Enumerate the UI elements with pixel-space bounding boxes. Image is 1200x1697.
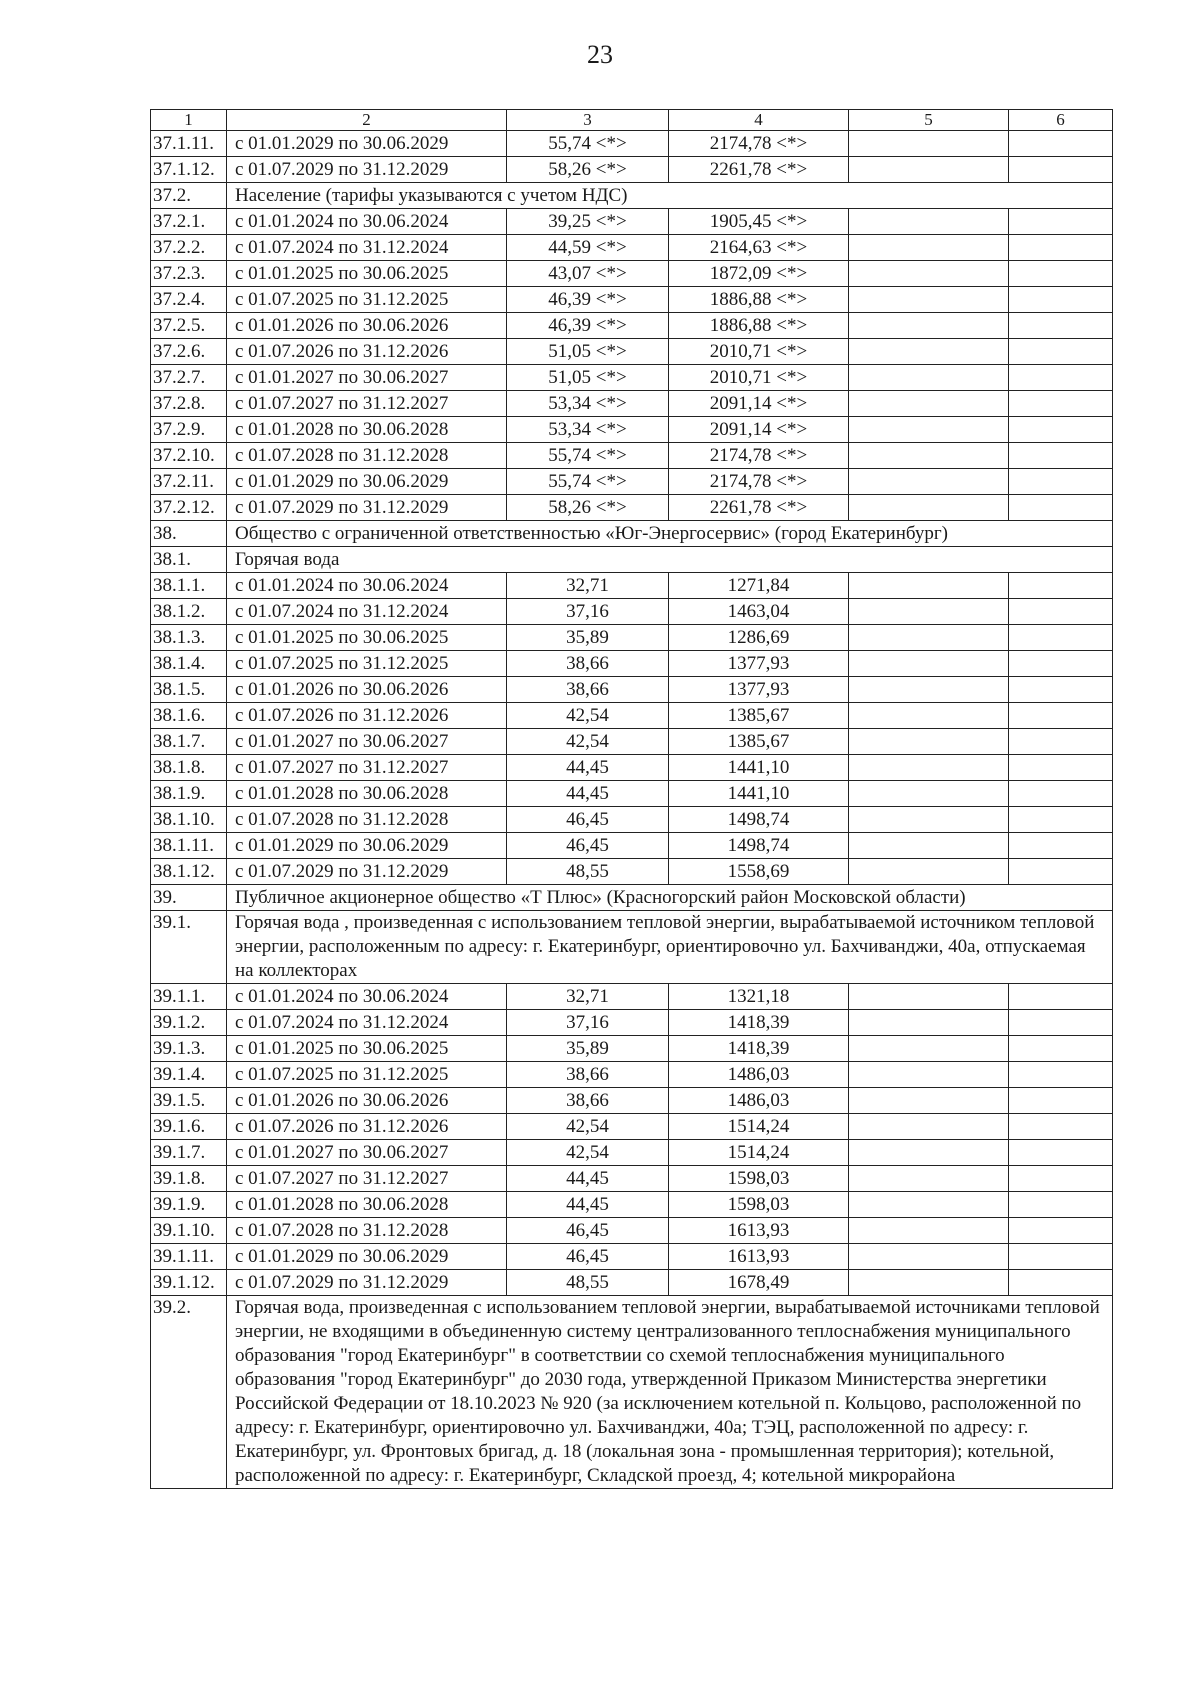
tariff-row [151, 391, 1113, 417]
rate-value-col4: 1463,04 [669, 599, 849, 625]
rate-value-col3: 44,45 [507, 1192, 669, 1218]
empty-cell-col5 [849, 131, 1009, 157]
tariff-row [151, 755, 1113, 781]
empty-cell-col5 [849, 1062, 1009, 1088]
tariff-row [151, 417, 1113, 443]
rate-value-col4: 1514,24 [669, 1140, 849, 1166]
rate-value-col3: 42,54 [507, 729, 669, 755]
empty-cell-col6 [1009, 1114, 1113, 1140]
empty-cell-col6 [1009, 859, 1113, 885]
empty-cell-col5 [849, 287, 1009, 313]
tariff-row [151, 1036, 1113, 1062]
rate-value-col3: 46,45 [507, 807, 669, 833]
row-number: 37.2.10. [151, 443, 227, 469]
rate-value-col3: 42,54 [507, 1114, 669, 1140]
empty-cell-col5 [849, 1140, 1009, 1166]
empty-cell-col6 [1009, 313, 1113, 339]
rate-value-col4: 1286,69 [669, 625, 849, 651]
period-cell: с 01.01.2027 по 30.06.2027 [227, 1140, 507, 1166]
rate-value-col3: 51,05 <*> [507, 365, 669, 391]
rate-value-col3: 37,16 [507, 1010, 669, 1036]
empty-cell-col6 [1009, 1218, 1113, 1244]
rate-value-col3: 58,26 <*> [507, 495, 669, 521]
rate-value-col4: 1558,69 [669, 859, 849, 885]
period-cell: с 01.01.2026 по 30.06.2026 [227, 677, 507, 703]
rate-value-col4: 2174,78 <*> [669, 131, 849, 157]
empty-cell-col5 [849, 391, 1009, 417]
rate-value-col3: 44,45 [507, 1166, 669, 1192]
tariff-row [151, 469, 1113, 495]
tariff-row [151, 1088, 1113, 1114]
rate-value-col4: 1678,49 [669, 1270, 849, 1296]
row-number: 39.2. [151, 1296, 227, 1489]
empty-cell-col6 [1009, 391, 1113, 417]
tariff-row [151, 1140, 1113, 1166]
empty-cell-col5 [849, 339, 1009, 365]
empty-cell-col6 [1009, 781, 1113, 807]
tariff-row [151, 807, 1113, 833]
empty-cell-col6 [1009, 1244, 1113, 1270]
rate-value-col4: 1872,09 <*> [669, 261, 849, 287]
empty-cell-col6 [1009, 984, 1113, 1010]
empty-cell-col6 [1009, 1010, 1113, 1036]
period-cell: с 01.07.2027 по 31.12.2027 [227, 1166, 507, 1192]
row-number: 38.1.7. [151, 729, 227, 755]
empty-cell-col5 [849, 1270, 1009, 1296]
row-number: 37.2.2. [151, 235, 227, 261]
empty-cell-col5 [849, 625, 1009, 651]
period-cell: с 01.07.2025 по 31.12.2025 [227, 651, 507, 677]
period-cell: с 01.07.2026 по 31.12.2026 [227, 339, 507, 365]
empty-cell-col6 [1009, 599, 1113, 625]
row-number: 39.1.10. [151, 1218, 227, 1244]
column-header: 5 [849, 110, 1009, 131]
section-row [151, 911, 1113, 984]
period-cell: с 01.01.2026 по 30.06.2026 [227, 313, 507, 339]
rate-value-col3: 37,16 [507, 599, 669, 625]
section-row [151, 885, 1113, 911]
period-cell: с 01.01.2029 по 30.06.2029 [227, 1244, 507, 1270]
empty-cell-col6 [1009, 1270, 1113, 1296]
tariff-row [151, 599, 1113, 625]
rate-value-col4: 1385,67 [669, 703, 849, 729]
tariff-row [151, 729, 1113, 755]
rate-value-col3: 46,45 [507, 1218, 669, 1244]
rate-value-col3: 44,45 [507, 755, 669, 781]
row-number: 38.1. [151, 547, 227, 573]
empty-cell-col6 [1009, 1140, 1113, 1166]
empty-cell-col5 [849, 599, 1009, 625]
rate-value-col4: 2261,78 <*> [669, 495, 849, 521]
period-cell: с 01.01.2024 по 30.06.2024 [227, 209, 507, 235]
rate-value-col3: 55,74 <*> [507, 443, 669, 469]
tariff-row [151, 1114, 1113, 1140]
row-number: 39. [151, 885, 227, 911]
period-cell: с 01.01.2027 по 30.06.2027 [227, 365, 507, 391]
tariff-row [151, 157, 1113, 183]
section-title: Горячая вода, произведенная с использованием тепловой энергии, вырабатываемой источниками тепловой энергии, не входящими в объединенную систему централизованного теплоснабжения муниципального образования "город Екатеринбург" в соответствии со схемой теплоснабжения муниципального образования "город Екатеринбург" до 2030 года, утвержденной Приказом Министерства энергетики Российской Федерации от 18.10.2023 № 920 (за исключением котельной п. Кольцово, расположенной по адресу: г. Екатеринбург, ориентировочно ул. Бахчиванджи, 40а; ТЭЦ, расположенной по адресу: г. Екатеринбург, ул. Фронтовых бригад, д. 18 (локальная зона - промышленная территория); котельной, расположенной по адресу: г. Екатеринбург, Складской проезд, 4; котельной микрорайона [227, 1296, 1113, 1489]
tariff-row [151, 1062, 1113, 1088]
empty-cell-col6 [1009, 625, 1113, 651]
empty-cell-col5 [849, 417, 1009, 443]
rate-value-col4: 1598,03 [669, 1166, 849, 1192]
rate-value-col4: 2010,71 <*> [669, 339, 849, 365]
empty-cell-col5 [849, 209, 1009, 235]
tariff-row [151, 365, 1113, 391]
period-cell: с 01.07.2026 по 31.12.2026 [227, 703, 507, 729]
tariff-table [150, 109, 1113, 1489]
empty-cell-col5 [849, 573, 1009, 599]
tariff-row [151, 651, 1113, 677]
row-number: 38.1.11. [151, 833, 227, 859]
rate-value-col3: 44,59 <*> [507, 235, 669, 261]
section-row [151, 183, 1113, 209]
empty-cell-col6 [1009, 651, 1113, 677]
rate-value-col3: 32,71 [507, 984, 669, 1010]
rate-value-col4: 1271,84 [669, 573, 849, 599]
tariff-row [151, 339, 1113, 365]
empty-cell-col6 [1009, 833, 1113, 859]
rate-value-col4: 1486,03 [669, 1088, 849, 1114]
empty-cell-col6 [1009, 1166, 1113, 1192]
period-cell: с 01.01.2025 по 30.06.2025 [227, 625, 507, 651]
empty-cell-col5 [849, 157, 1009, 183]
empty-cell-col5 [849, 833, 1009, 859]
empty-cell-col5 [849, 1218, 1009, 1244]
rate-value-col3: 32,71 [507, 573, 669, 599]
rate-value-col3: 46,45 [507, 1244, 669, 1270]
period-cell: с 01.01.2025 по 30.06.2025 [227, 261, 507, 287]
period-cell: с 01.07.2028 по 31.12.2028 [227, 807, 507, 833]
tariff-row [151, 1166, 1113, 1192]
tariff-row [151, 677, 1113, 703]
period-cell: с 01.01.2026 по 30.06.2026 [227, 1088, 507, 1114]
row-number: 37.2.1. [151, 209, 227, 235]
empty-cell-col6 [1009, 365, 1113, 391]
period-cell: с 01.07.2025 по 31.12.2025 [227, 287, 507, 313]
rate-value-col3: 48,55 [507, 1270, 669, 1296]
rate-value-col3: 48,55 [507, 859, 669, 885]
period-cell: с 01.01.2025 по 30.06.2025 [227, 1036, 507, 1062]
period-cell: с 01.07.2025 по 31.12.2025 [227, 1062, 507, 1088]
rate-value-col4: 1613,93 [669, 1244, 849, 1270]
empty-cell-col5 [849, 1088, 1009, 1114]
tariff-row [151, 1010, 1113, 1036]
row-number: 38.1.10. [151, 807, 227, 833]
section-row [151, 1296, 1113, 1489]
tariff-row [151, 984, 1113, 1010]
row-number: 39.1.11. [151, 1244, 227, 1270]
empty-cell-col6 [1009, 131, 1113, 157]
empty-cell-col6 [1009, 235, 1113, 261]
rate-value-col3: 55,74 <*> [507, 469, 669, 495]
tariff-row [151, 209, 1113, 235]
row-number: 39.1.1. [151, 984, 227, 1010]
empty-cell-col5 [849, 729, 1009, 755]
row-number: 39.1.8. [151, 1166, 227, 1192]
empty-cell-col5 [849, 1192, 1009, 1218]
row-number: 37.1.11. [151, 131, 227, 157]
empty-cell-col5 [849, 859, 1009, 885]
empty-cell-col6 [1009, 287, 1113, 313]
empty-cell-col6 [1009, 755, 1113, 781]
empty-cell-col5 [849, 1036, 1009, 1062]
rate-value-col3: 35,89 [507, 1036, 669, 1062]
column-header: 2 [227, 110, 507, 131]
empty-cell-col6 [1009, 495, 1113, 521]
row-number: 37.1.12. [151, 157, 227, 183]
empty-cell-col6 [1009, 157, 1113, 183]
tariff-row [151, 833, 1113, 859]
rate-value-col3: 38,66 [507, 677, 669, 703]
rate-value-col4: 2091,14 <*> [669, 417, 849, 443]
empty-cell-col5 [849, 1114, 1009, 1140]
period-cell: с 01.07.2024 по 31.12.2024 [227, 235, 507, 261]
rate-value-col4: 1905,45 <*> [669, 209, 849, 235]
rate-value-col4: 2261,78 <*> [669, 157, 849, 183]
rate-value-col4: 1886,88 <*> [669, 287, 849, 313]
section-title: Публичное акционерное общество «Т Плюс» (Красногорский район Московской области) [227, 885, 1113, 911]
period-cell: с 01.07.2027 по 31.12.2027 [227, 755, 507, 781]
tariff-row [151, 703, 1113, 729]
tariff-row [151, 1218, 1113, 1244]
column-header: 1 [151, 110, 227, 131]
period-cell: с 01.01.2024 по 30.06.2024 [227, 984, 507, 1010]
column-header: 4 [669, 110, 849, 131]
rate-value-col4: 1498,74 [669, 833, 849, 859]
tariff-row [151, 1192, 1113, 1218]
rate-value-col3: 38,66 [507, 1062, 669, 1088]
section-title: Население (тарифы указываются с учетом НДС) [227, 183, 1113, 209]
empty-cell-col6 [1009, 209, 1113, 235]
rate-value-col4: 1613,93 [669, 1218, 849, 1244]
section-row [151, 521, 1113, 547]
row-number: 38.1.9. [151, 781, 227, 807]
empty-cell-col6 [1009, 729, 1113, 755]
empty-cell-col5 [849, 365, 1009, 391]
period-cell: с 01.07.2028 по 31.12.2028 [227, 443, 507, 469]
row-number: 39.1.4. [151, 1062, 227, 1088]
empty-cell-col6 [1009, 417, 1113, 443]
tariff-row [151, 235, 1113, 261]
rate-value-col3: 43,07 <*> [507, 261, 669, 287]
rate-value-col3: 51,05 <*> [507, 339, 669, 365]
rate-value-col3: 53,34 <*> [507, 417, 669, 443]
rate-value-col3: 46,39 <*> [507, 287, 669, 313]
period-cell: с 01.01.2024 по 30.06.2024 [227, 573, 507, 599]
rate-value-col4: 1377,93 [669, 677, 849, 703]
tariff-row [151, 313, 1113, 339]
row-number: 37.2.5. [151, 313, 227, 339]
period-cell: с 01.07.2027 по 31.12.2027 [227, 391, 507, 417]
rate-value-col4: 1441,10 [669, 781, 849, 807]
empty-cell-col6 [1009, 339, 1113, 365]
period-cell: с 01.01.2028 по 30.06.2028 [227, 781, 507, 807]
empty-cell-col6 [1009, 703, 1113, 729]
tariff-row [151, 495, 1113, 521]
tariff-row [151, 859, 1113, 885]
rate-value-col4: 1441,10 [669, 755, 849, 781]
empty-cell-col5 [849, 807, 1009, 833]
rate-value-col4: 1418,39 [669, 1010, 849, 1036]
empty-cell-col5 [849, 1166, 1009, 1192]
empty-cell-col5 [849, 755, 1009, 781]
section-title: Горячая вода , произведенная с использованием тепловой энергии, вырабатываемой источником тепловой энергии, расположенным по адресу: г. Екатеринбург, ориентировочно ул. Бахчиванджи, 40а, отпускаемая на коллекторах [227, 911, 1113, 984]
tariff-row [151, 1270, 1113, 1296]
tariff-row [151, 573, 1113, 599]
period-cell: с 01.07.2029 по 31.12.2029 [227, 495, 507, 521]
empty-cell-col6 [1009, 677, 1113, 703]
rate-value-col4: 2174,78 <*> [669, 469, 849, 495]
period-cell: с 01.01.2029 по 30.06.2029 [227, 131, 507, 157]
row-number: 37.2.3. [151, 261, 227, 287]
row-number: 38.1.3. [151, 625, 227, 651]
row-number: 37.2. [151, 183, 227, 209]
period-cell: с 01.01.2028 по 30.06.2028 [227, 417, 507, 443]
rate-value-col3: 55,74 <*> [507, 131, 669, 157]
row-number: 38.1.2. [151, 599, 227, 625]
empty-cell-col5 [849, 984, 1009, 1010]
rate-value-col3: 42,54 [507, 1140, 669, 1166]
empty-cell-col6 [1009, 573, 1113, 599]
rate-value-col3: 38,66 [507, 651, 669, 677]
row-number: 39.1.9. [151, 1192, 227, 1218]
rate-value-col4: 2164,63 <*> [669, 235, 849, 261]
row-number: 37.2.7. [151, 365, 227, 391]
row-number: 38.1.1. [151, 573, 227, 599]
row-number: 37.2.6. [151, 339, 227, 365]
rate-value-col4: 1886,88 <*> [669, 313, 849, 339]
rate-value-col3: 39,25 <*> [507, 209, 669, 235]
rate-value-col3: 35,89 [507, 625, 669, 651]
rate-value-col4: 1377,93 [669, 651, 849, 677]
row-number: 38.1.4. [151, 651, 227, 677]
rate-value-col4: 2174,78 <*> [669, 443, 849, 469]
row-number: 39.1.12. [151, 1270, 227, 1296]
row-number: 39.1.7. [151, 1140, 227, 1166]
empty-cell-col6 [1009, 1062, 1113, 1088]
empty-cell-col6 [1009, 469, 1113, 495]
row-number: 38.1.5. [151, 677, 227, 703]
empty-cell-col6 [1009, 807, 1113, 833]
column-header: 6 [1009, 110, 1113, 131]
row-number: 39.1.3. [151, 1036, 227, 1062]
row-number: 37.2.9. [151, 417, 227, 443]
tariff-row [151, 443, 1113, 469]
page-number: 23 [587, 40, 613, 69]
rate-value-col3: 46,39 <*> [507, 313, 669, 339]
column-header: 3 [507, 110, 669, 131]
rate-value-col3: 58,26 <*> [507, 157, 669, 183]
period-cell: с 01.01.2027 по 30.06.2027 [227, 729, 507, 755]
empty-cell-col6 [1009, 1192, 1113, 1218]
period-cell: с 01.07.2029 по 31.12.2029 [227, 1270, 507, 1296]
row-number: 38.1.12. [151, 859, 227, 885]
period-cell: с 01.01.2029 по 30.06.2029 [227, 469, 507, 495]
rate-value-col4: 1498,74 [669, 807, 849, 833]
empty-cell-col5 [849, 651, 1009, 677]
row-number: 38.1.8. [151, 755, 227, 781]
rate-value-col3: 42,54 [507, 703, 669, 729]
empty-cell-col5 [849, 313, 1009, 339]
empty-cell-col5 [849, 235, 1009, 261]
empty-cell-col5 [849, 469, 1009, 495]
rate-value-col4: 2091,14 <*> [669, 391, 849, 417]
rate-value-col4: 1385,67 [669, 729, 849, 755]
row-number: 38.1.6. [151, 703, 227, 729]
tariff-row [151, 1244, 1113, 1270]
tariff-row [151, 131, 1113, 157]
period-cell: с 01.07.2029 по 31.12.2029 [227, 859, 507, 885]
rate-value-col4: 1418,39 [669, 1036, 849, 1062]
empty-cell-col5 [849, 781, 1009, 807]
rate-value-col3: 38,66 [507, 1088, 669, 1114]
row-number: 39.1. [151, 911, 227, 984]
empty-cell-col5 [849, 677, 1009, 703]
section-title: Общество с ограниченной ответственностью «Юг-Энергосервис» (город Екатеринбург) [227, 521, 1113, 547]
tariff-row [151, 625, 1113, 651]
row-number: 37.2.4. [151, 287, 227, 313]
row-number: 39.1.2. [151, 1010, 227, 1036]
period-cell: с 01.07.2024 по 31.12.2024 [227, 1010, 507, 1036]
period-cell: с 01.01.2029 по 30.06.2029 [227, 833, 507, 859]
row-number: 39.1.6. [151, 1114, 227, 1140]
rate-value-col3: 46,45 [507, 833, 669, 859]
period-cell: с 01.07.2028 по 31.12.2028 [227, 1218, 507, 1244]
row-number: 38. [151, 521, 227, 547]
empty-cell-col6 [1009, 443, 1113, 469]
rate-value-col3: 53,34 <*> [507, 391, 669, 417]
rate-value-col4: 1514,24 [669, 1114, 849, 1140]
empty-cell-col5 [849, 1010, 1009, 1036]
empty-cell-col6 [1009, 261, 1113, 287]
rate-value-col4: 1598,03 [669, 1192, 849, 1218]
empty-cell-col5 [849, 1244, 1009, 1270]
empty-cell-col5 [849, 443, 1009, 469]
empty-cell-col5 [849, 703, 1009, 729]
empty-cell-col5 [849, 495, 1009, 521]
row-number: 37.2.8. [151, 391, 227, 417]
empty-cell-col6 [1009, 1036, 1113, 1062]
rate-value-col4: 2010,71 <*> [669, 365, 849, 391]
rate-value-col3: 44,45 [507, 781, 669, 807]
section-title: Горячая вода [227, 547, 1113, 573]
row-number: 37.2.11. [151, 469, 227, 495]
rate-value-col4: 1486,03 [669, 1062, 849, 1088]
empty-cell-col5 [849, 261, 1009, 287]
column-header-row [151, 110, 1113, 131]
empty-cell-col6 [1009, 1088, 1113, 1114]
tariff-row [151, 287, 1113, 313]
tariff-row [151, 261, 1113, 287]
tariff-row [151, 781, 1113, 807]
section-row [151, 547, 1113, 573]
row-number: 37.2.12. [151, 495, 227, 521]
period-cell: с 01.07.2029 по 31.12.2029 [227, 157, 507, 183]
period-cell: с 01.07.2026 по 31.12.2026 [227, 1114, 507, 1140]
rate-value-col4: 1321,18 [669, 984, 849, 1010]
period-cell: с 01.07.2024 по 31.12.2024 [227, 599, 507, 625]
row-number: 39.1.5. [151, 1088, 227, 1114]
period-cell: с 01.01.2028 по 30.06.2028 [227, 1192, 507, 1218]
